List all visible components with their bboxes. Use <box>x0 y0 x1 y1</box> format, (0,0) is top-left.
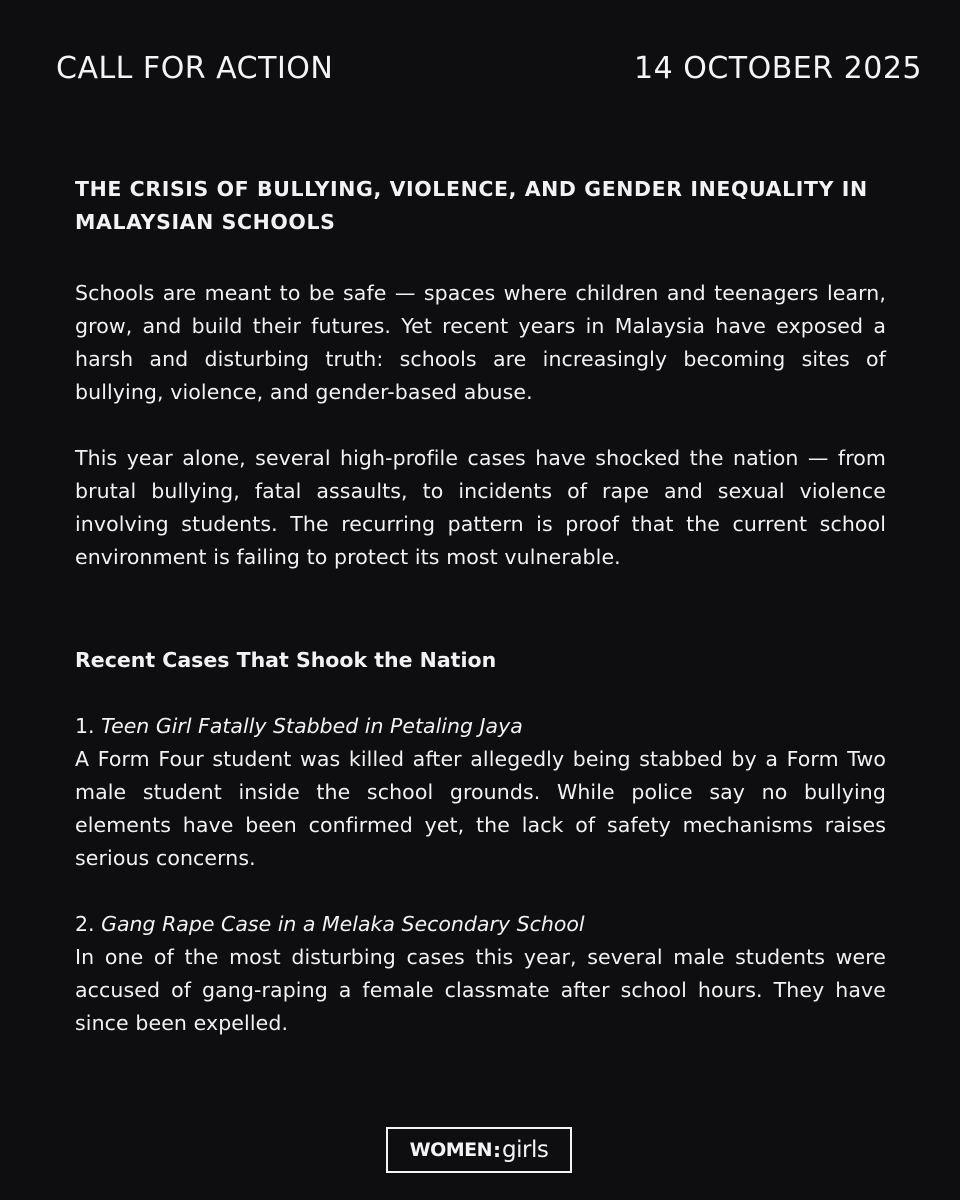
case-title-2 <box>75 908 886 941</box>
logo-bold-text: WOMEN <box>409 1139 493 1161</box>
header-label: CALL FOR ACTION <box>56 50 334 86</box>
case-number-1: 1. <box>75 714 95 738</box>
case-item-1 <box>75 710 886 875</box>
article-paragraph-1: Schools are meant to be safe — spaces where children and teenagers learn, grow, and build their futures. Yet recent years in Malaysia have exposed a harsh and disturbing truth: schools are increasingly becoming sites of bullying, violence, and gender-based abuse. <box>75 281 886 404</box>
section-title: Recent Cases That Shook the Nation <box>75 648 497 672</box>
case-heading-1: Teen Girl Fatally Stabbed in Petaling Jaya <box>101 714 523 738</box>
header <box>56 46 922 90</box>
article-content <box>75 173 886 1040</box>
article-title: THE CRISIS OF BULLYING, VIOLENCE, AND GENDER INEQUALITY IN MALAYSIAN SCHOOLS <box>75 177 868 234</box>
logo-separator: : <box>493 1138 502 1162</box>
logo-light-text: girls <box>502 1137 549 1163</box>
case-heading-2: Gang Rape Case in a Melaka Secondary School <box>101 912 585 936</box>
case-title-1 <box>75 710 886 743</box>
case-item-2 <box>75 908 886 1040</box>
case-body-2: In one of the most disturbing cases this year, several male students were accused of gang-raping a female classmate after school hours. They have since been expelled. <box>75 945 886 1035</box>
header-date: 14 OCTOBER 2025 <box>634 50 922 86</box>
women-girls-logo <box>386 1127 572 1173</box>
case-number-2: 2. <box>75 912 95 936</box>
article-paragraph-2: This year alone, several high-profile cases have shocked the nation — from brutal bullying, fatal assaults, to incidents of rape and sexual violence involving students. The recurring pattern is proof that the current school environment is failing to protect its most vulnerable. <box>75 446 886 569</box>
case-body-1: A Form Four student was killed after allegedly being stabbed by a Form Two male student inside the school grounds. While police say no bullying elements have been confirmed yet, the lack of safety mechanisms raises serious concerns. <box>75 747 886 870</box>
